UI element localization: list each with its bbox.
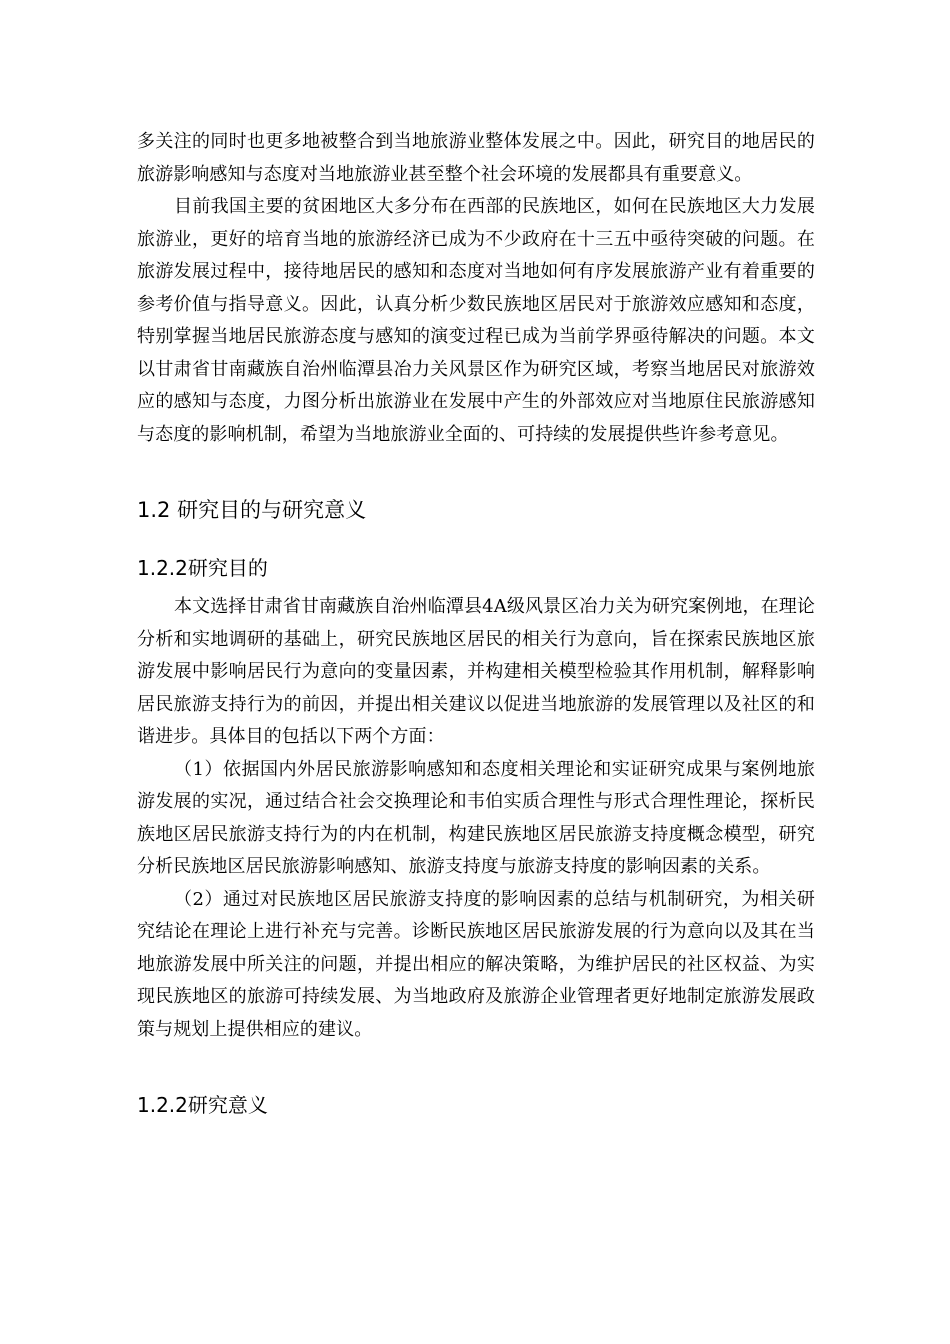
intro-paragraph-1: 多关注的同时也更多地被整合到当地旅游业整体发展之中。因此，研究目的地居民的旅游影响感知与态度对当地旅游业甚至整个社会环境的发展都具有重要意义。 <box>137 131 815 185</box>
goal-paragraph-3: （2）通过对民族地区居民旅游支持度的影响因素的总结与机制研究，为相关研究结论在理论上进行补充与完善。诊断民族地区居民旅游发展的行为意向以及其在当地旅游发展中所关注的问题，并提出相应的解决策略，为维护居民的社区权益、为实现民族地区的旅游可持续发展、为当地政府及旅游企业管理者更好地制定旅游发展政策与规划上提供相应的建议。 <box>137 888 815 1040</box>
spacer <box>137 525 815 553</box>
spacer <box>137 1046 815 1090</box>
section-heading: 1.2 研究目的与研究意义 <box>137 498 367 522</box>
spacer <box>137 451 815 495</box>
document-page <box>137 126 815 1120</box>
subsection-heading-significance: 1.2.2研究意义 <box>137 1093 268 1117</box>
spacer <box>137 583 815 591</box>
goal-paragraph-1: 本文选择甘肃省甘南藏族自治州临潭县4A级风景区冶力关为研究案例地，在理论分析和实地调研的基础上，研究民族地区居民的相关行为意向，旨在探索民族地区旅游发展中影响居民行为意向的变量因素，并构建相关模型检验其作用机制，解释影响居民旅游支持行为的前因，并提出相关建议以促进当地旅游的发展管理以及社区的和谐进步。具体目的包括以下两个方面： <box>137 596 815 747</box>
goal-paragraph-2: （1）依据国内外居民旅游影响感知和态度相关理论和实证研究成果与案例地旅游发展的实况，通过结合社会交换理论和韦伯实质合理性与形式合理性理论，探析民族地区居民旅游支持行为的内在机制，构建民族地区居民旅游支持度概念模型，研究分析民族地区居民旅游影响感知、旅游支持度与旅游支持度的影响因素的关系。 <box>137 758 815 877</box>
intro-paragraph-2: 目前我国主要的贫困地区大多分布在西部的民族地区，如何在民族地区大力发展旅游业，更好的培育当地的旅游经济已成为不少政府在十三五中亟待突破的问题。在旅游发展过程中，接待地居民的感知和态度对当地如何有序发展旅游产业有着重要的参考价值与指导意义。因此，认真分析少数民族地区居民对于旅游效应感知和态度，特别掌握当地居民旅游态度与感知的演变过程已成为当前学界亟待解决的问题。本文以甘肃省甘南藏族自治州临潭县冶力关风景区作为研究区域，考察当地居民对旅游效应的感知与态度，力图分析出旅游业在发展中产生的外部效应对当地原住民旅游感知与态度的影响机制，希望为当地旅游业全面的、可持续的发展提供些许参考意见。 <box>137 196 815 445</box>
subsection-heading-goal: 1.2.2研究目的 <box>137 556 268 580</box>
